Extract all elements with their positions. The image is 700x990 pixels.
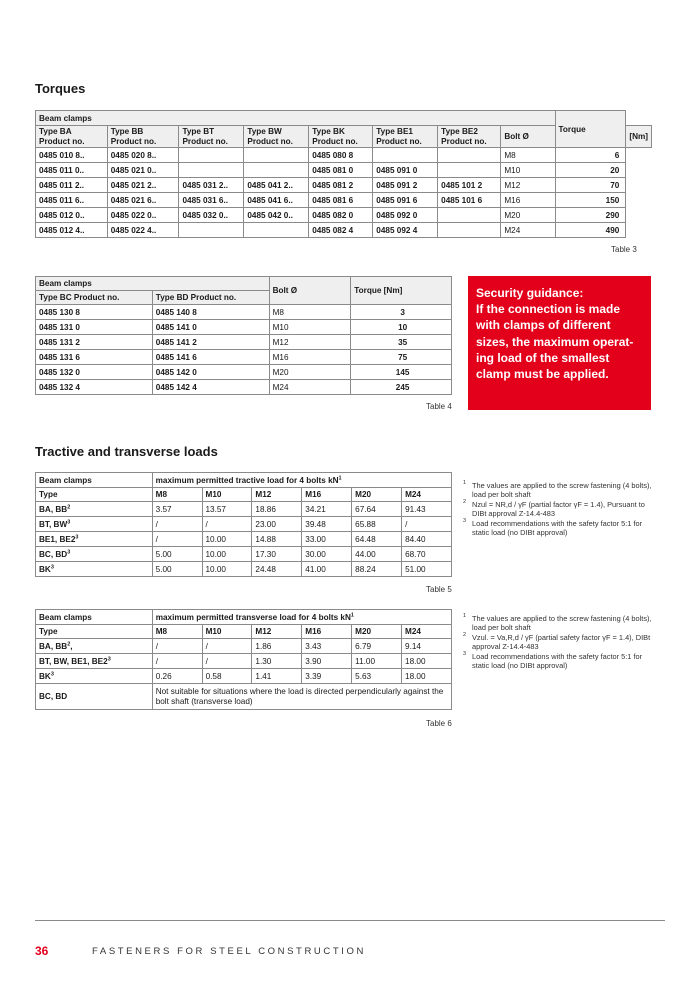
table-cell: 3.43 (302, 639, 352, 654)
table-cell: M12 (501, 178, 555, 193)
footnote-mark: 1 (463, 613, 467, 619)
table6-bcbd-type: BC, BD (36, 684, 153, 710)
table4-group-label: Beam clamps (36, 277, 270, 291)
table-cell: 13.57 (202, 502, 252, 517)
table-cell: 145 (351, 365, 452, 380)
torque-label: Torque (555, 111, 626, 148)
table-cell: 18.00 (402, 669, 452, 684)
table-cell: 0485 092 0 (373, 208, 438, 223)
table-cell: 0485 021 6.. (107, 193, 179, 208)
table-row (36, 305, 452, 320)
table-cell: 0485 131 2 (36, 335, 153, 350)
table-cell: 3 (351, 305, 452, 320)
table5-type-label: Type (36, 488, 153, 502)
footnote-mark: 3 (463, 517, 467, 524)
footnote (463, 614, 659, 633)
table-cell: 18.86 (252, 502, 302, 517)
footnote (463, 652, 659, 671)
table-cell: 0485 141 2 (152, 335, 269, 350)
table-cell: 44.00 (352, 547, 402, 562)
table-cell: 0485 082 4 (309, 223, 373, 238)
table-cell: 24.48 (252, 562, 302, 577)
bc-bd-torque-table (35, 276, 452, 395)
col-type-bk: Type BK Product no. (309, 126, 373, 148)
table-row (36, 547, 452, 562)
table-cell: 0485 021 2.. (107, 178, 179, 193)
table-cell: 0485 132 4 (36, 380, 153, 395)
table-cell: 35 (351, 335, 452, 350)
table-cell: 91.43 (402, 502, 452, 517)
table-cell: 0485 081 0 (309, 163, 373, 178)
table-cell: M10 (269, 320, 351, 335)
table-5-caption: Table 5 (426, 585, 452, 594)
table-cell: 245 (351, 380, 452, 395)
table-cell: 84.40 (402, 532, 452, 547)
size-header: M8 (152, 488, 202, 502)
table-cell: M20 (501, 208, 555, 223)
table-cell: 0485 011 0.. (36, 163, 108, 178)
table-cell: 3.39 (302, 669, 352, 684)
table-cell: 5.63 (352, 669, 402, 684)
table-row (36, 380, 452, 395)
table-cell (244, 223, 309, 238)
table-cell: 0485 032 0.. (179, 208, 244, 223)
table-6-caption: Table 6 (426, 719, 452, 728)
table-cell: M10 (501, 163, 555, 178)
table-cell: 3.90 (302, 654, 352, 669)
table-cell: 0485 041 2.. (244, 178, 309, 193)
guidance-line: ing load of the smallest (476, 350, 610, 365)
footnote-text: The values are applied to the screw fastening (4 bolts), load per bolt shaft (472, 481, 652, 500)
table4-bolt-label: Bolt Ø (269, 277, 351, 305)
footnote-mark: 2 (463, 498, 467, 505)
col-type-ba: Type BA Product no. (36, 126, 108, 148)
table-cell: 68.70 (402, 547, 452, 562)
table-row (36, 669, 452, 684)
table-row (36, 517, 452, 532)
size-header: M20 (352, 488, 402, 502)
col-bolt: Bolt Ø (501, 126, 555, 148)
footnote (463, 519, 659, 538)
table-row (36, 532, 452, 547)
torque-unit: [Nm] (626, 126, 652, 148)
row-type: BE1, $BE2^3$ (36, 532, 153, 547)
torques-group-label: Beam clamps (36, 111, 556, 126)
table-cell: 10.00 (202, 547, 252, 562)
transverse-load-table (35, 609, 452, 710)
table-cell: 41.00 (302, 562, 352, 577)
footnote (463, 481, 659, 500)
table-cell: / (152, 517, 202, 532)
table-cell: 0485 091 6 (373, 193, 438, 208)
table-cell: 0485 131 0 (36, 320, 153, 335)
table6-bcbd-note: Not suitable for situations where the load is directed perpendicularly against the bolt shaft (transverse load) (152, 684, 451, 710)
table-cell: 75 (351, 350, 452, 365)
table-cell (244, 148, 309, 163)
table-cell: 0485 081 2 (309, 178, 373, 193)
table-cell: 0485 091 0 (373, 163, 438, 178)
table-row (36, 178, 652, 193)
table-cell: M16 (501, 193, 555, 208)
loads-heading: Tractive and transverse loads (35, 444, 218, 459)
table6-footnotes (463, 614, 659, 670)
table-cell: 6 (555, 148, 626, 163)
size-header: M12 (252, 625, 302, 639)
col-type-bc: Type BC Product no. (36, 291, 153, 305)
size-header: M16 (302, 488, 352, 502)
table-cell: 290 (555, 208, 626, 223)
table-cell: 1.86 (252, 639, 302, 654)
table-cell: 0485 132 0 (36, 365, 153, 380)
table-cell: 10 (351, 320, 452, 335)
table-cell: / (402, 517, 452, 532)
table-cell: 0485 012 0.. (36, 208, 108, 223)
table-cell: 0485 042 0.. (244, 208, 309, 223)
table-cell: 0485 080 8 (309, 148, 373, 163)
table-cell: 11.00 (352, 654, 402, 669)
table-cell: M12 (269, 335, 351, 350)
col-type-be2: Type BE2 Product no. (438, 126, 501, 148)
table-cell (438, 223, 501, 238)
table-cell: 0485 091 2 (373, 178, 438, 193)
table-cell (438, 148, 501, 163)
table-cell: M24 (269, 380, 351, 395)
table-row (36, 320, 452, 335)
torques-table (35, 110, 652, 238)
col-type-bt: Type BT Product no. (179, 126, 244, 148)
table-row (36, 163, 652, 178)
size-header: M10 (202, 625, 252, 639)
table-cell: 0485 142 4 (152, 380, 269, 395)
table-cell: 10.00 (202, 562, 252, 577)
table-cell: 5.00 (152, 547, 202, 562)
table-cell: 67.64 (352, 502, 402, 517)
table-3-caption: Table 3 (611, 245, 637, 254)
table6-group-label: Beam clamps (36, 610, 153, 625)
size-header: M10 (202, 488, 252, 502)
table-cell: 1.30 (252, 654, 302, 669)
table-cell: 5.00 (152, 562, 202, 577)
col-type-bw: Type BW Product no. (244, 126, 309, 148)
table-row (36, 562, 452, 577)
table-cell: 3.57 (152, 502, 202, 517)
page-number: 36 (35, 944, 49, 958)
table-cell: / (202, 639, 252, 654)
table-cell (179, 148, 244, 163)
torques-heading: Torques (35, 81, 86, 96)
size-header: M12 (252, 488, 302, 502)
table-cell: M24 (501, 223, 555, 238)
table-cell: 0485 131 6 (36, 350, 153, 365)
footnote-text: Load recommendations with the safety factor 5:1 for static load (no DIBt approval) (472, 518, 643, 538)
table-cell: 65.88 (352, 517, 402, 532)
footnote-text: Load recommendations with the safety factor 5:1 for static load (no DIBt approval) (472, 651, 643, 671)
table-cell (438, 163, 501, 178)
table-cell: 0485 041 6.. (244, 193, 309, 208)
table-cell: 33.00 (302, 532, 352, 547)
table-cell: 0485 020 8.. (107, 148, 179, 163)
table-row (36, 208, 652, 223)
footnote-mark: 1 (463, 480, 467, 486)
table-cell: 490 (555, 223, 626, 238)
col-type-bd: Type BD Product no. (152, 291, 269, 305)
table-cell: 0485 141 0 (152, 320, 269, 335)
size-header: M24 (402, 488, 452, 502)
table6-title: maximum permitted transverse load for 4 bolts $kN^1$ (152, 610, 451, 625)
table4-torque-label: Torque [Nm] (351, 277, 452, 305)
table-cell: 0485 011 6.. (36, 193, 108, 208)
table-cell: 6.79 (352, 639, 402, 654)
table-row (36, 502, 452, 517)
table-cell: 0485 010 8.. (36, 148, 108, 163)
table-row (36, 350, 452, 365)
table-cell (179, 223, 244, 238)
footnote-text: Nzul = NR,d / γF (partial factor γF = 1.4), Pursuant to DIBt approval Z-14.4-483 (472, 499, 645, 519)
table-cell: M20 (269, 365, 351, 380)
table-cell: 0485 140 8 (152, 305, 269, 320)
row-type: $BK^3$ (36, 669, 153, 684)
table-cell: M8 (501, 148, 555, 163)
size-header: M16 (302, 625, 352, 639)
table-cell: 0485 031 6.. (179, 193, 244, 208)
table-cell: 0485 101 6 (438, 193, 501, 208)
table-cell: 0.26 (152, 669, 202, 684)
table-cell: 23.00 (252, 517, 302, 532)
table-cell: / (152, 639, 202, 654)
table5-footnotes (463, 481, 659, 537)
table-cell: 39.48 (302, 517, 352, 532)
table-row (36, 654, 452, 669)
table-cell: / (152, 654, 202, 669)
guidance-line: with clamps of different (476, 318, 611, 333)
table-cell: / (152, 532, 202, 547)
table-cell (244, 163, 309, 178)
table-row (36, 148, 652, 163)
table-cell: 0485 031 2.. (179, 178, 244, 193)
footnote-text: The values are applied to the screw fastening (4 bolts), load per bolt shaft (472, 614, 652, 633)
table-cell: 0485 022 0.. (107, 208, 179, 223)
guidance-line: If the connection is made (476, 302, 621, 317)
table-cell: 51.00 (402, 562, 452, 577)
table-cell: 0.58 (202, 669, 252, 684)
table-cell: / (202, 517, 252, 532)
table-cell: 0485 082 0 (309, 208, 373, 223)
table-cell: 0485 092 4 (373, 223, 438, 238)
table6-type-label: Type (36, 625, 153, 639)
guidance-line: clamp must be applied. (476, 367, 609, 382)
table-cell: 64.48 (352, 532, 402, 547)
table-cell: 20 (555, 163, 626, 178)
size-header: M24 (402, 625, 452, 639)
row-type: $BK^3$ (36, 562, 153, 577)
table-cell: 30.00 (302, 547, 352, 562)
table-row (36, 193, 652, 208)
table-cell: M16 (269, 350, 351, 365)
table-cell: 0485 011 2.. (36, 178, 108, 193)
table-cell: 0485 141 6 (152, 350, 269, 365)
table-cell: 150 (555, 193, 626, 208)
table-row (36, 223, 652, 238)
table-row (36, 335, 452, 350)
footer-title: FASTENERS FOR STEEL CONSTRUCTION (92, 946, 366, 957)
col-type-bb: Type BB Product no. (107, 126, 179, 148)
table-cell: 0485 081 6 (309, 193, 373, 208)
table-4-caption: Table 4 (426, 402, 452, 411)
table-cell (438, 208, 501, 223)
table-cell: 88.24 (352, 562, 402, 577)
security-guidance-box (468, 276, 651, 410)
footnote-mark: 3 (463, 650, 467, 657)
guidance-line: Security guidance: (476, 286, 584, 300)
table-row (36, 365, 452, 380)
table-cell: 0485 130 8 (36, 305, 153, 320)
footnote-mark: 2 (463, 631, 467, 638)
row-type: BA, $BB^2$, (36, 639, 153, 654)
table-cell: M8 (269, 305, 351, 320)
table-cell: 14.88 (252, 532, 302, 547)
table-cell: 0485 142 0 (152, 365, 269, 380)
table-cell: 1.41 (252, 669, 302, 684)
table-cell: 0485 101 2 (438, 178, 501, 193)
footnote (463, 500, 659, 519)
table-cell: 10.00 (202, 532, 252, 547)
size-header: M20 (352, 625, 402, 639)
table-cell: 17.30 (252, 547, 302, 562)
table-cell (373, 148, 438, 163)
table-cell: 0485 022 4.. (107, 223, 179, 238)
table-cell: 9.14 (402, 639, 452, 654)
table-cell: 18.00 (402, 654, 452, 669)
footnote-text: Vzul. = Va,R,d / γF (partial safety factor γF = 1.4), DIBt approval Z-14.4-483 (472, 632, 651, 652)
col-type-be1: Type BE1 Product no. (373, 126, 438, 148)
table-cell (179, 163, 244, 178)
table-cell: 34.21 (302, 502, 352, 517)
row-type: BC, $BD^3$ (36, 547, 153, 562)
table-cell: 0485 021 0.. (107, 163, 179, 178)
guidance-line: sizes, the maximum operat- (476, 334, 634, 349)
table-row (36, 639, 452, 654)
tractive-load-table (35, 472, 452, 577)
table5-title: maximum permitted tractive load for 4 bolts $kN^1$ (152, 473, 451, 488)
table-cell: / (202, 654, 252, 669)
table5-group-label: Beam clamps (36, 473, 153, 488)
table-cell: 0485 012 4.. (36, 223, 108, 238)
row-type: BT, BW, BE1, $BE2^3$ (36, 654, 153, 669)
footer-divider (35, 920, 665, 921)
size-header: M8 (152, 625, 202, 639)
footnote (463, 633, 659, 652)
row-type: BA, $BB^2$ (36, 502, 153, 517)
row-type: BT, $BW^3$ (36, 517, 153, 532)
table-cell: 70 (555, 178, 626, 193)
